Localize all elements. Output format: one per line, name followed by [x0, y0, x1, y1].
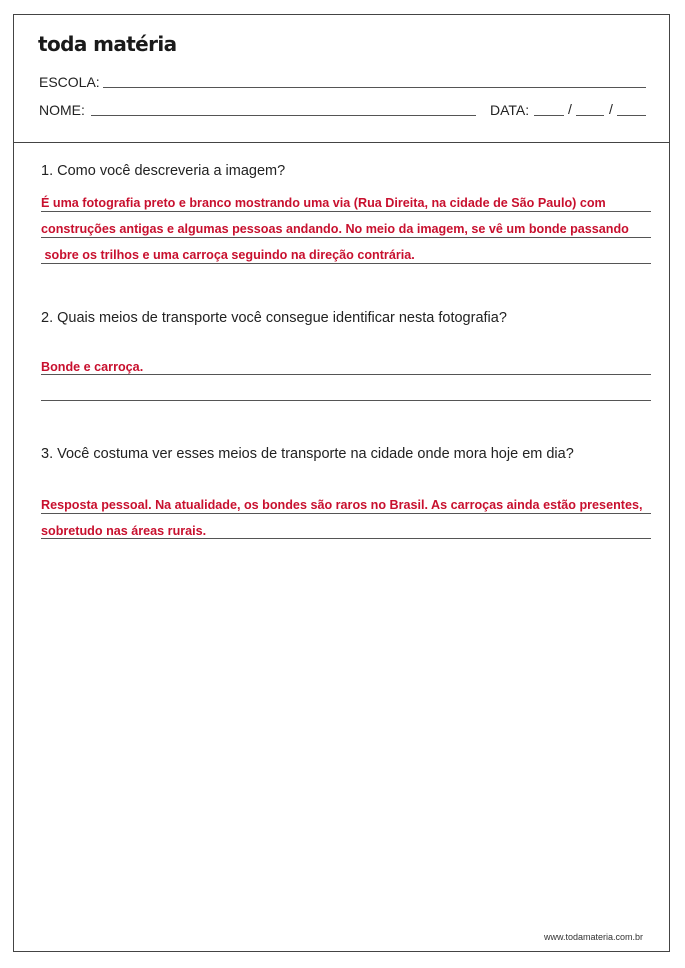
- answer-rule: [41, 400, 651, 401]
- question-1: 1. Como você descreveria a imagem?: [41, 163, 286, 179]
- school-label: ESCOLA:: [39, 74, 100, 90]
- answer-3-line-2: sobretudo nas áreas rurais.: [41, 524, 207, 538]
- answer-rule: [41, 211, 651, 212]
- date-separator: /: [609, 101, 613, 117]
- answer-rule: [41, 538, 651, 539]
- answer-1-line-1: É uma fotografia preto e branco mostrando uma via (Rua Direita, na cidade de São Paulo) com: [41, 196, 606, 210]
- logo: toda matéria: [38, 32, 177, 56]
- answer-rule: [41, 374, 651, 375]
- date-separator: /: [568, 101, 572, 117]
- name-field[interactable]: [91, 115, 476, 116]
- answer-rule: [41, 513, 651, 514]
- answer-2-line-1: Bonde e carroça.: [41, 360, 144, 374]
- date-label: DATA:: [490, 102, 530, 118]
- date-year-field[interactable]: [617, 115, 646, 116]
- school-field[interactable]: [103, 87, 646, 88]
- question-3: 3. Você costuma ver esses meios de transporte na cidade onde mora hoje em dia?: [41, 446, 574, 462]
- answer-1-line-2: construções antigas e algumas pessoas andando. No meio da imagem, se vê um bonde passando: [41, 222, 629, 236]
- answer-rule: [41, 263, 651, 264]
- footer-url: www.todamateria.com.br: [543, 932, 643, 942]
- answer-rule: [41, 237, 651, 238]
- date-month-field[interactable]: [576, 115, 604, 116]
- header-divider: [13, 142, 670, 143]
- answer-1-line-3: sobre os trilhos e uma carroça seguindo na direção contrária.: [41, 248, 415, 262]
- name-label: NOME:: [39, 102, 85, 118]
- question-2: 2. Quais meios de transporte você consegue identificar nesta fotografia?: [41, 310, 507, 326]
- answer-3-line-1: Resposta pessoal. Na atualidade, os bondes são raros no Brasil. As carroças ainda estão presentes,: [41, 498, 643, 512]
- date-day-field[interactable]: [534, 115, 564, 116]
- worksheet-frame: [13, 14, 670, 952]
